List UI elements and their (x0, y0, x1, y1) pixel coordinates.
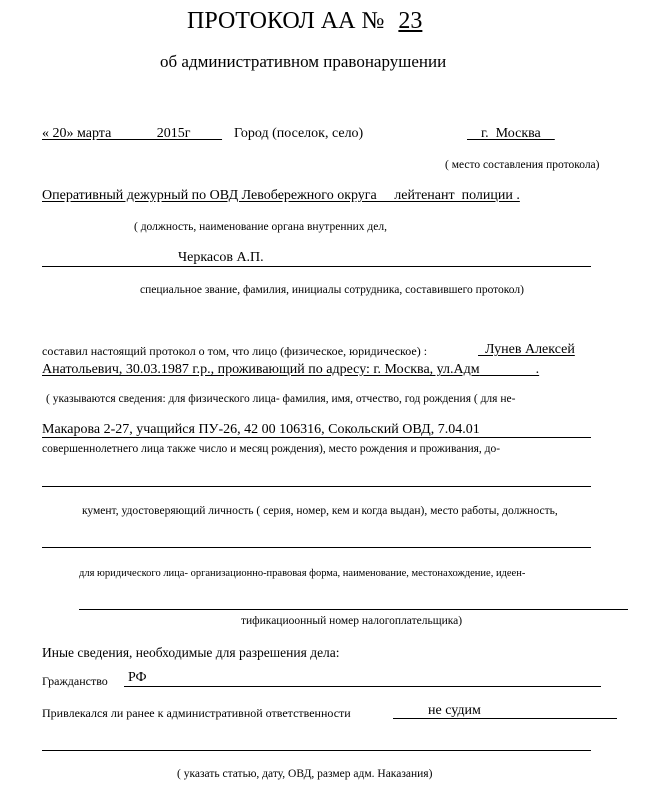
city-label: Город (поселок, село) (234, 126, 364, 141)
officer-position-field: Оперативный дежурный по ОВД Левобережного округа лейтенант полиции . (42, 188, 520, 203)
officer-name-underline (42, 266, 591, 267)
city-field: г. Москва (467, 126, 555, 141)
other-info-heading: Иные сведения, необходимые для разрешения дела: (42, 645, 340, 660)
protocol-title (187, 8, 422, 35)
offender-value-line3: Макарова 2-27, учащийся ПУ-26, 42 00 106316, Сокольский ОВД, 7.04.01 (42, 422, 480, 437)
offender-value-line1: Лунев Алексей (478, 342, 575, 357)
offender-intro: составил настоящий протокол о том, что лицо (физическое, юридическое) : (42, 344, 428, 358)
date-field: « 20» марта 2015г (42, 126, 223, 141)
prior-liability-label: Привлекался ли ранее к административной ответственности (42, 706, 351, 720)
citizenship-underline (124, 686, 601, 687)
protocol-number: 23 (398, 8, 423, 34)
citizenship-label: Гражданство (42, 674, 108, 688)
offender-hint-3: кумент, удостоверяющий личность ( серия, номер, кем и когда выдан), место работы, должность, (82, 505, 558, 517)
protocol-title-prefix: ПРОТОКОЛ АА № (187, 8, 385, 34)
offender-hint-1: ( указываются сведения: для физического лица- фамилия, имя, отчество, год рождения ( для не- (46, 393, 516, 405)
citizenship-field: РФ (128, 670, 147, 685)
blank-line-3 (79, 609, 628, 610)
article-hint: ( указать статью, дату, ОВД, размер адм. Наказания) (177, 768, 433, 780)
offender-value-line2-group (42, 362, 539, 378)
place-hint: ( место составления протокола) (445, 159, 600, 171)
offender-hint-2: совершеннолетнего лица также число и месяц рождения), место рождения и проживания, до- (42, 443, 501, 455)
protocol-subtitle: об административном правонарушении (160, 52, 447, 71)
offender-value-line2-tail: . (479, 362, 540, 377)
officer-name-field: Черкасов А.П. (178, 250, 264, 265)
blank-line-4 (42, 750, 591, 751)
offender-value-line2: Анатольевич, 30.03.1987 г.р., проживающий по адресу: г. Москва, ул.Адм (42, 362, 480, 377)
officer-name-hint: специальное звание, фамилия, инициалы сотрудника, составившего протокол) (140, 284, 524, 296)
prior-liability-underline (393, 718, 617, 719)
offender-hint-4: для юридического лица- организационно-правовая форма, наименование, местонахождение, идеен- (79, 568, 526, 579)
offender-hint-5: тификациоонный номер налогоплательщика) (241, 615, 463, 627)
officer-position-hint: ( должность, наименование органа внутренних дел, (134, 221, 387, 233)
blank-line-1 (42, 486, 591, 487)
blank-line-2 (42, 547, 591, 548)
prior-liability-field: не судим (428, 703, 481, 718)
